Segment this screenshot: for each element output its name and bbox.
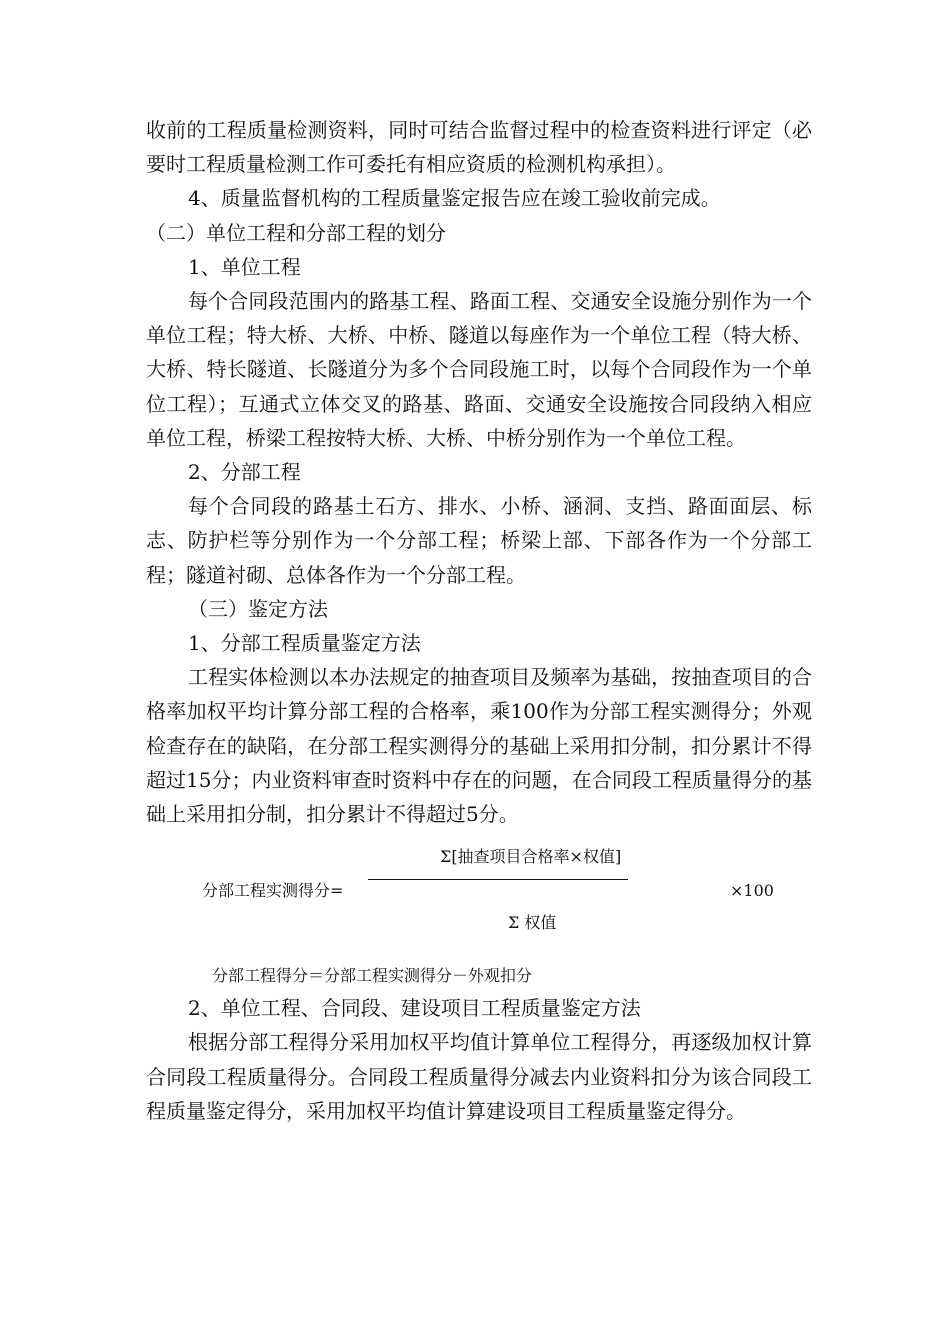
section-heading-3: （三）鉴定方法 — [188, 596, 328, 621]
document-body — [146, 113, 812, 1128]
paragraph-unit-project: 每个合同段范围内的路基工程、路面工程、交通安全设施分别作为一个单位工程；特大桥、大桥、中桥、隧道以每座作为一个单位工程（特大桥、大桥、特长隧道、长隧道分为多个合同段施工时，以每个合同段作为一个单位工程）；互通式立体交叉的路基、路面、交通安全设施按合同段纳入相应单位工程，桥梁工程按特大桥、大桥、中桥分别作为一个单位工程。 — [146, 289, 812, 450]
score-formula — [146, 837, 812, 955]
subheading-unit-project: 1、单位工程 — [188, 254, 301, 279]
paragraph-item-4: 4、质量监督机构的工程质量鉴定报告应在竣工验收前完成。 — [188, 186, 721, 211]
formula-definition: 分部工程得分＝分部工程实测得分－外观扣分 — [212, 966, 533, 986]
formula-multiplier: ×100 — [730, 881, 774, 901]
fraction-bar — [368, 879, 628, 880]
subheading-method-1: 1、分部工程质量鉴定方法 — [188, 631, 421, 656]
paragraph-final: 根据分部工程得分采用加权平均值计算单位工程得分，再逐级加权计算合同段工程质量得分。合同段工程质量得分减去内业资料扣分为该合同段工程质量鉴定得分，采用加权平均值计算建设项目工程质量鉴定得分。 — [146, 1030, 812, 1123]
paragraph-method: 工程实体检测以本办法规定的抽查项目及频率为基础，按抽查项目的合格率加权平均计算分部工程的合格率，乘100作为分部工程实测得分；外观检查存在的缺陷，在分部工程实测得分的基础上采用扣分制，扣分累计不得超过15分；内业资料审查时资料中存在的问题，在合同段工程质量得分的基础上采用扣分制，扣分累计不得超过5分。 — [146, 665, 812, 827]
formula-denominator: Σ 权值 — [508, 913, 557, 933]
section-heading-2: （二）单位工程和分部工程的划分 — [146, 220, 446, 245]
formula-numerator: Σ[抽查项目合格率×权值] — [440, 847, 622, 867]
formula-lhs: 分部工程实测得分= — [202, 881, 344, 901]
paragraph-sub-project: 每个合同段的路基土石方、排水、小桥、涵洞、支挡、路面面层、标志、防护栏等分别作为一个分部工程；桥梁上部、下部各作为一个分部工程；隧道衬砌、总体各作为一个分部工程。 — [146, 494, 812, 587]
subheading-sub-project: 2、分部工程 — [188, 460, 301, 485]
paragraph-continued: 收前的工程质量检测资料，同时可结合监督过程中的检查资料进行评定（必要时工程质量检测工作可委托有相应资质的检测机构承担）。 — [146, 118, 812, 177]
subheading-method-2: 2、单位工程、合同段、建设项目工程质量鉴定方法 — [188, 996, 641, 1021]
